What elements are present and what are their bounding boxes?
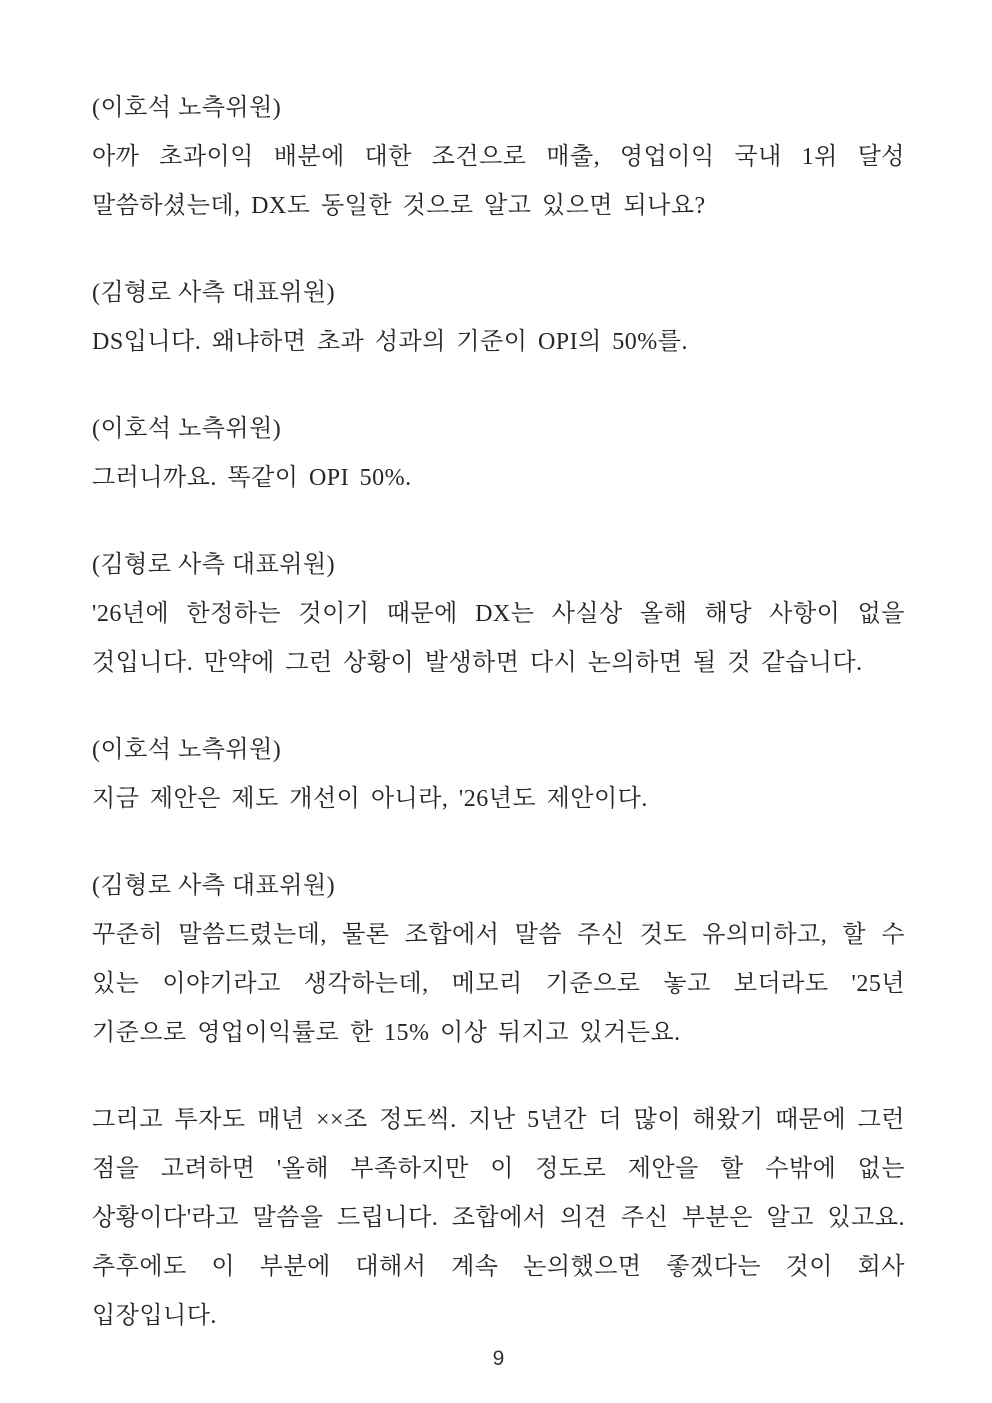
page-number: 9 <box>492 1347 505 1370</box>
speaker-label: (이호석 노측위원) <box>92 95 282 121</box>
speech-block <box>92 405 905 503</box>
speech-block <box>92 541 905 688</box>
speech-paragraph: 지금 제안은 제도 개선이 아니라, '26년도 제안이다. <box>92 786 648 812</box>
speech-paragraph: 아까 초과이익 배분에 대한 조건으로 매출, 영업이익 국내 1위 달성 말씀하셨는데, DX도 동일한 것으로 알고 있으면 되나요? <box>92 144 905 219</box>
speaker-label: (이호석 노측위원) <box>92 737 282 763</box>
speaker-label: (김형로 사측 대표위원) <box>92 873 336 899</box>
speech-block <box>92 862 905 1341</box>
speech-block <box>92 84 905 231</box>
speaker-label: (김형로 사측 대표위원) <box>92 280 336 306</box>
speech-block <box>92 726 905 824</box>
speech-paragraph: '26년에 한정하는 것이기 때문에 DX는 사실상 올해 해당 사항이 없을 것입니다. 만약에 그런 상황이 발생하면 다시 논의하면 될 것 같습니다. <box>92 601 905 676</box>
speech-paragraph: 꾸준히 말씀드렸는데, 물론 조합에서 말씀 주신 것도 유의미하고, 할 수 있는 이야기라고 생각하는데, 메모리 기준으로 놓고 보더라도 '25년 기준으로 영업이익률로 한 15% 이상 뒤지고 있거든요. <box>92 922 905 1046</box>
speaker-label: (김형로 사측 대표위원) <box>92 552 336 578</box>
speech-paragraph: 그러니까요. 똑같이 OPI 50%. <box>92 465 412 491</box>
speech-block <box>92 269 905 367</box>
speaker-label: (이호석 노측위원) <box>92 416 282 442</box>
speech-paragraph: 그리고 투자도 매년 ××조 정도씩. 지난 5년간 더 많이 해왔기 때문에 그런 점을 고려하면 '올해 부족하지만 이 정도로 제안을 할 수밖에 없는 상황이다'라고 말씀을 드립니다. 조합에서 의견 주신 부분은 알고 있고요. 추후에도 이 부분에 대해서 계속 논의했으면 좋겠다는 것이 회사 입장입니다. <box>92 1107 905 1329</box>
speech-paragraph: DS입니다. 왜냐하면 초과 성과의 기준이 OPI의 50%를. <box>92 329 688 355</box>
